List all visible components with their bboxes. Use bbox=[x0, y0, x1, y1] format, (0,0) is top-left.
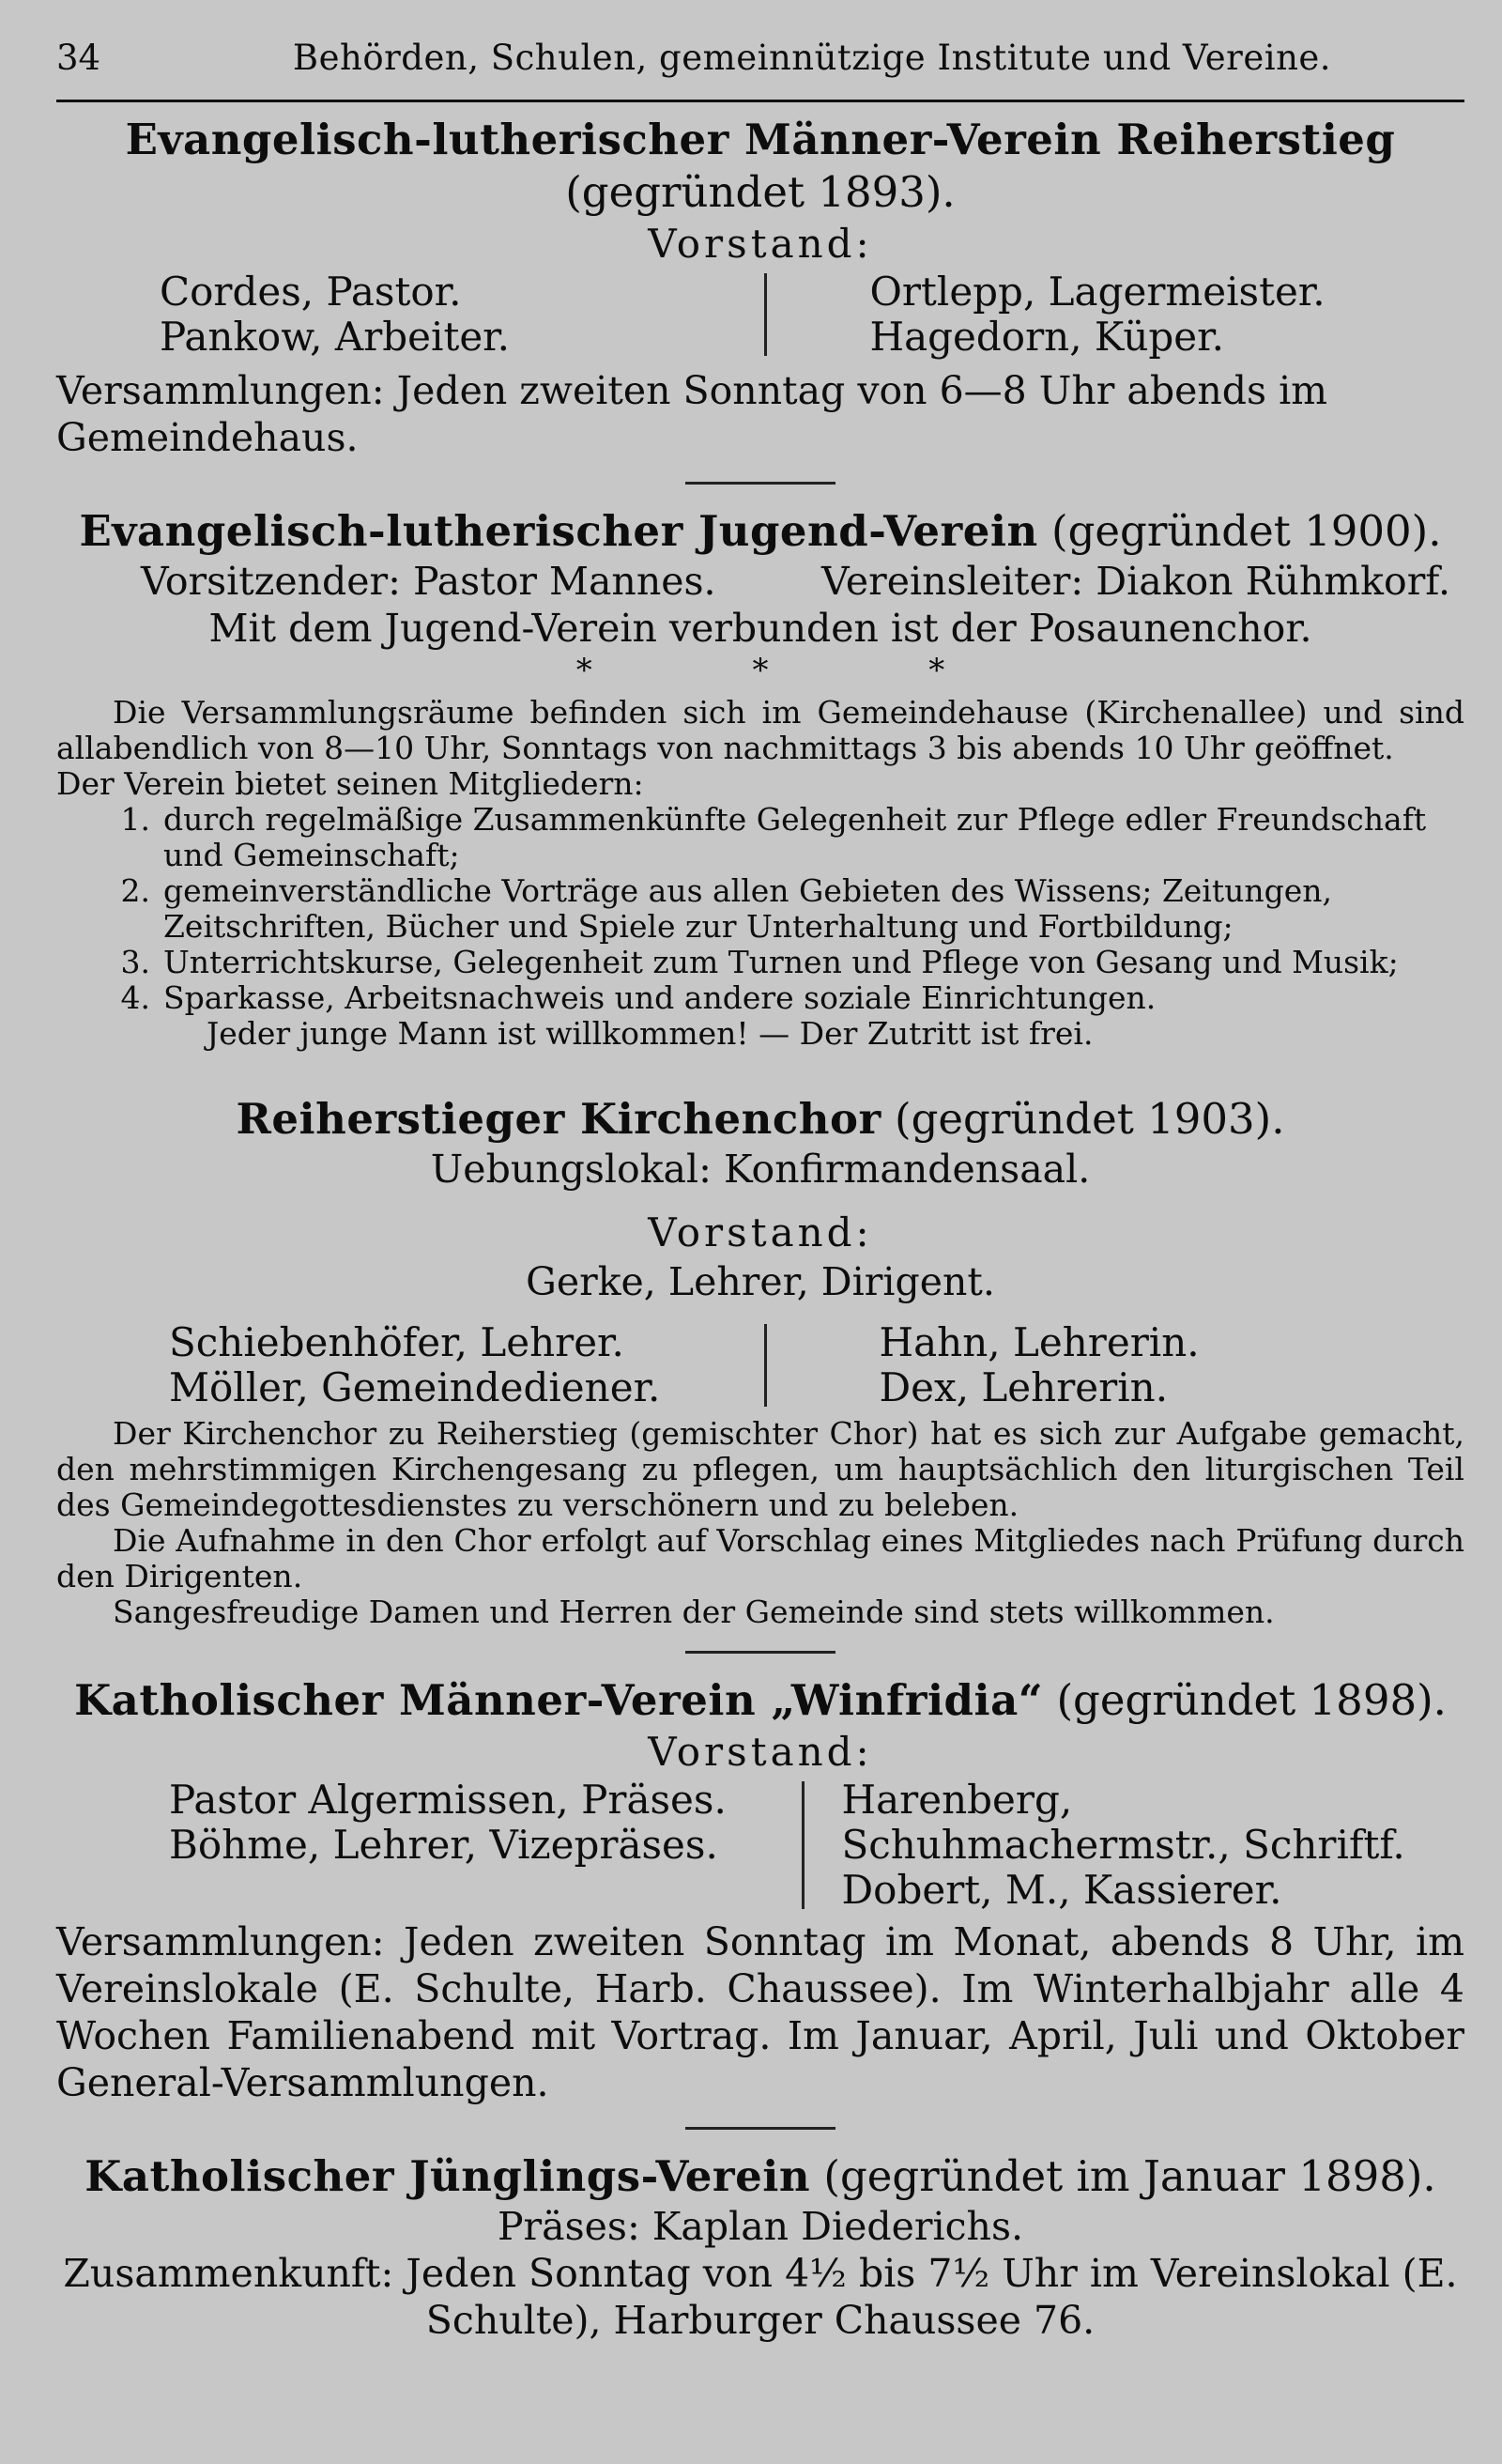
list-text: gemeinverständliche Vorträge aus allen Gebieten des Wissens; Zeitungen, Zeitschriften, Bücher und Spiele zur Unterhaltung und Fortbildung; bbox=[163, 872, 1333, 945]
founded-note: (gegründet im Januar 1898). bbox=[823, 2151, 1436, 2201]
board-members bbox=[56, 1320, 1464, 1410]
chair: Vorsitzender: Pastor Mannes. bbox=[141, 559, 716, 604]
meetings-text: Versammlungen: Jeden zweiten Sonntag von 6—8 Uhr abends im Gemeindehaus. bbox=[56, 368, 1328, 460]
list-number: 3. bbox=[120, 944, 150, 980]
meeting-text: Zusammenkunft: Jeden Sonntag von 4½ bis 7½ Uhr im Vereinslokal (E. Schulte), Harburger Chaussee 76. bbox=[63, 2251, 1458, 2343]
list-text: Sparkasse, Arbeitsnachweis und andere soziale Einrichtungen. bbox=[163, 979, 1157, 1016]
board-member: Möller, Gemeindediener. bbox=[169, 1364, 661, 1410]
meetings-text: Versammlungen: Jeden zweiten Sonntag im Monat, abends 8 Uhr, im Vereinslokale (E. Schulte, Harb. Chaussee). Im Winterhalbjahr alle 4 Wochen Familienabend mit Vortrag. Im Januar, April, Juli und Oktober General-Versammlungen. bbox=[56, 1919, 1464, 2105]
list-text: Unterrichtskurse, Gelegenheit zum Turnen und Pflege von Gesang und Musik; bbox=[163, 944, 1399, 980]
section-jugend-verein bbox=[56, 505, 1464, 1052]
club-name: Evangelisch-lutherischer Jugend-Verein bbox=[79, 506, 1038, 556]
list-item bbox=[56, 945, 1464, 980]
board-member: Pastor Algermissen, Präses. bbox=[169, 1777, 727, 1823]
founded-note: (gegründet 1900). bbox=[1051, 506, 1442, 556]
rehearsal-venue: Uebungslokal: Konfirmandensaal. bbox=[430, 1147, 1091, 1192]
board-member: Böhme, Lehrer, Vizepräses. bbox=[169, 1822, 718, 1868]
board-member: Pankow, Arbeiter. bbox=[160, 314, 510, 360]
section-heading bbox=[56, 1093, 1464, 1146]
divider bbox=[685, 2127, 835, 2130]
divider bbox=[685, 482, 835, 485]
list-text: durch regelmäßige Zusammenkünfte Gelegenheit zur Pflege edler Freundschaft und Gemeinschaft; bbox=[163, 801, 1427, 873]
document-page bbox=[56, 38, 1464, 2441]
paragraph: Der Kirchenchor zu Reiherstieg (gemischter Chor) hat es sich zur Aufgabe gemacht, den mehrstimmigen Kirchengesang zu pflegen, um hauptsächlich den liturgischen Teil des Gemeindegottesdienstes zu verschönern und zu beleben. bbox=[56, 1415, 1464, 1523]
offers-intro: Der Verein bietet seinen Mitgliedern: bbox=[56, 765, 644, 802]
column-separator bbox=[764, 273, 767, 356]
list-number: 2. bbox=[120, 872, 150, 909]
linked-choir: Mit dem Jugend-Verein verbunden ist der Posaunenchor. bbox=[208, 606, 1312, 651]
section-kirchenchor bbox=[56, 1093, 1464, 1630]
board-member: Hagedorn, Küper. bbox=[869, 314, 1224, 360]
section-heading bbox=[56, 1674, 1464, 1727]
founded-note: (gegründet 1893). bbox=[565, 167, 956, 217]
director: Gerke, Lehrer, Dirigent. bbox=[526, 1259, 995, 1304]
board-member: Dex, Lehrerin. bbox=[879, 1364, 1169, 1410]
club-name: Evangelisch-lutherischer Männer-Verein Reiherstieg bbox=[125, 115, 1396, 164]
board-members bbox=[56, 1778, 1464, 1913]
list-item bbox=[56, 980, 1464, 1016]
section-juenglings-verein bbox=[56, 2150, 1464, 2344]
offers-list bbox=[56, 802, 1464, 1016]
section-maenner-verein-reiherstieg bbox=[56, 114, 1464, 461]
praeses: Präses: Kaplan Diederichs. bbox=[497, 2204, 1024, 2249]
divider bbox=[685, 1651, 835, 1654]
list-number: 1. bbox=[120, 801, 150, 838]
board-member: Hahn, Lehrerin. bbox=[879, 1319, 1200, 1365]
board-member: Ortlepp, Lagermeister. bbox=[869, 269, 1326, 315]
board-member: Cordes, Pastor. bbox=[160, 269, 462, 315]
club-name: Reiherstieger Kirchenchor bbox=[236, 1094, 881, 1144]
paragraph: Die Aufnahme in den Chor erfolgt auf Vorschlag eines Mitgliedes nach Prüfung durch den Dirigenten. bbox=[56, 1522, 1464, 1594]
board-label: Vorstand: bbox=[648, 1729, 873, 1775]
founded-note: (gegründet 1903). bbox=[895, 1094, 1285, 1144]
board-label: Vorstand: bbox=[648, 1209, 873, 1255]
club-name: Katholischer Jünglings-Verein bbox=[84, 2151, 811, 2201]
list-number: 4. bbox=[120, 979, 150, 1016]
board-member: Schiebenhöfer, Lehrer. bbox=[169, 1319, 624, 1365]
founded-note: (gegründet 1898). bbox=[1056, 1675, 1447, 1725]
officers-row bbox=[56, 558, 1464, 605]
section-winfridia bbox=[56, 1674, 1464, 2106]
intro-paragraph: Die Versammlungsräume befinden sich im Gemeindehause (Kirchenallee) und sind allabendlich von 8—10 Uhr, Sonntags von nachmittags 3 bis abends 10 Uhr geöffnet. bbox=[56, 694, 1464, 766]
column-separator bbox=[764, 1324, 767, 1407]
column-separator bbox=[802, 1781, 805, 1909]
list-item bbox=[56, 873, 1464, 945]
board-member: Harenberg, Schuhmachermstr., Schriftf. bbox=[841, 1777, 1405, 1868]
board-members bbox=[56, 270, 1464, 360]
paragraph: Sangesfreudige Damen und Herren der Gemeinde sind stets willkommen. bbox=[113, 1594, 1275, 1630]
section-heading bbox=[56, 505, 1464, 558]
section-heading bbox=[56, 114, 1464, 219]
welcome-text: Jeder junge Mann ist willkommen! — Der Zutritt ist frei. bbox=[207, 1015, 1094, 1052]
leader: Vereinsleiter: Diakon Rühmkorf. bbox=[821, 559, 1451, 604]
list-item bbox=[56, 802, 1464, 873]
page-header bbox=[56, 38, 1464, 102]
board-member: Dobert, M., Kassierer. bbox=[841, 1867, 1282, 1913]
page-number: 34 bbox=[56, 38, 101, 78]
section-heading bbox=[56, 2150, 1464, 2203]
section-stars: * * * bbox=[575, 652, 1020, 689]
board-label: Vorstand: bbox=[648, 221, 873, 267]
club-name: Katholischer Männer-Verein „Winfridia“ bbox=[74, 1675, 1044, 1725]
running-title: Behörden, Schulen, gemeinnützige Institute und Vereine. bbox=[292, 38, 1332, 78]
